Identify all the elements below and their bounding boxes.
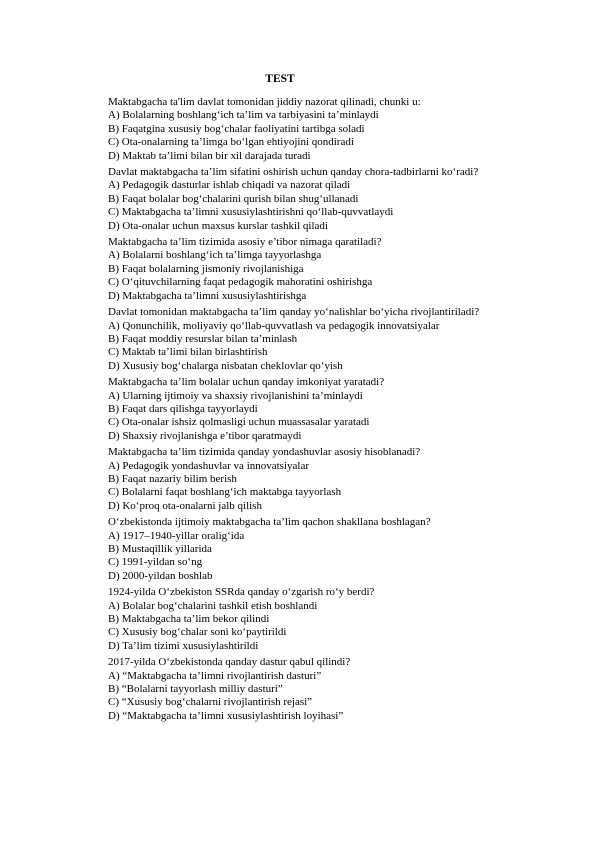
question-text: Davlat tomonidan maktabgacha ta’lim qanday yo‘nalishlar bo‘yicha rivojlantiriladi? [108, 306, 480, 319]
answer-option-d: D) Xususiy bog‘chalarga nisbatan cheklovlar qo‘yish [108, 359, 343, 372]
answer-option-b: B) Faqat dars qilishga tayyorlaydi [108, 402, 258, 415]
question-text: 2017-yilda O‘zbekistonda qanday dastur qabul qilindi? [108, 656, 351, 669]
answer-option-a: A) Bolalarni boshlang‘ich ta’limga tayyorlashga [108, 249, 322, 262]
answer-option-c: C) Ota-onalar ishsiz qolmasligi uchun muassasalar yaratadi [108, 416, 370, 429]
answer-option-b: B) Faqat bolalar bog‘chalarini qurish bilan shug‘ullanadi [108, 192, 359, 205]
answer-option-c: C) Bolalarni faqat boshlang‘ich maktabga tayyorlash [108, 486, 342, 499]
question-list [108, 96, 568, 726]
answer-option-d: D) Ko‘proq ota-onalarni jalb qilish [108, 499, 262, 512]
question-text: Maktabgacha ta’lim tizimida asosiy e’tibor nimaga qaratiladi? [108, 236, 382, 249]
answer-option-a: A) Bolalarning boshlang‘ich ta’lim va tarbiyasini ta’minlaydi [108, 109, 379, 122]
answer-option-c: C) Maktabgacha ta’limni xususiylashtirishni qo‘llab-quvvatlaydi [108, 206, 394, 219]
answer-option-a: A) Ularning ijtimoiy va shaxsiy rivojlanishini ta’minlaydi [108, 389, 363, 402]
question-text: 1924-yilda O‘zbekiston SSRda qanday o‘zgarish ro‘y berdi? [108, 586, 375, 599]
question-text: Maktabgacha ta’lim tizimida qanday yondashuvlar asosiy hisoblanadi? [108, 446, 421, 459]
question-block-8 [108, 586, 568, 653]
page-title: TEST [265, 73, 295, 85]
question-text: Maktabgacha ta'lim davlat tomonidan jiddiy nazorat qilinadi, chunki u: [108, 96, 421, 108]
answer-option-d: D) Maktabgacha ta’limni xususiylashtirishga [108, 289, 307, 302]
question-block-9 [108, 656, 568, 723]
answer-option-b: B) Faqat nazariy bilim berish [108, 472, 237, 485]
answer-option-b: B) Faqat bolalarning jismoniy rivojlanishiga [108, 262, 304, 275]
answer-option-c: C) O‘qituvchilarning faqat pedagogik mahoratini oshirishga [108, 276, 373, 289]
answer-option-a: A) Bolalar bog‘chalarini tashkil etish boshlandi [108, 599, 318, 612]
answer-option-b: B) Faqatgina xususiy bog‘chalar faoliyatini tartibga soladi [108, 122, 365, 135]
answer-option-b: B) Mustaqillik yillarida [108, 543, 212, 555]
answer-option-a: A) 1917–1940-yillar oralig‘ida [108, 529, 245, 542]
question-block-5 [108, 376, 568, 443]
answer-option-d: D) Ota-onalar uchun maxsus kurslar tashkil qiladi [108, 219, 328, 232]
question-text: Davlat maktabgacha ta’lim sifatini oshirish uchun qanday chora-tadbirlarni ko‘radi? [108, 166, 479, 179]
answer-option-d: D) 2000-yildan boshlab [108, 569, 213, 582]
answer-option-a: A) Pedagogik yondashuvlar va innovatsiyalar [108, 459, 310, 472]
answer-option-a: A) “Maktabgacha ta’limni rivojlantirish dasturi” [108, 669, 322, 682]
answer-option-c: C) Ota-onalarning ta’limga bo‘lgan ehtiyojini qondiradi [108, 136, 354, 149]
question-block-1 [108, 96, 568, 163]
answer-option-c: C) Xususiy bog‘chalar soni ko‘paytirildi [108, 626, 287, 639]
answer-option-b: B) “Bolalarni tayyorlash milliy dasturi” [108, 683, 283, 696]
answer-option-c: C) 1991-yildan so‘ng [108, 556, 203, 569]
answer-option-b: B) Maktabgacha ta’lim bekor qilindi [108, 613, 270, 626]
question-text: O‘zbekistonda ijtimoiy maktabgacha ta’lim qachon shakllana boshlagan? [108, 516, 431, 529]
question-block-7 [108, 516, 568, 583]
answer-option-d: D) Ta’lim tizimi xususiylashtirildi [108, 639, 259, 652]
answer-option-d: D) Shaxsiy rivojlanishga e’tibor qaratmaydi [108, 429, 302, 442]
answer-option-c: C) Maktab ta’limi bilan birlashtirish [108, 346, 268, 359]
answer-option-d: D) Maktab ta’limi bilan bir xil darajada turadi [108, 149, 311, 162]
answer-option-a: A) Qonunchilik, moliyaviy qo‘llab-quvvatlash va pedagogik innovatsiyalar [108, 319, 440, 332]
question-block-4 [108, 306, 568, 373]
answer-option-b: B) Faqat moddiy resurslar bilan ta’minlash [108, 332, 298, 345]
question-block-2 [108, 166, 568, 233]
question-text: Maktabgacha ta’lim bolalar uchun qanday imkoniyat yaratadi? [108, 376, 385, 389]
answer-option-c: C) “Xususiy bog‘chalarni rivojlantirish rejasi” [108, 696, 313, 709]
question-block-6 [108, 446, 568, 513]
question-block-3 [108, 236, 568, 303]
answer-option-a: A) Pedagogik dasturlar ishlab chiqadi va nazorat qiladi [108, 179, 351, 192]
answer-option-d: D) “Maktabgacha ta’limni xususiylashtirish loyihasi” [108, 709, 344, 722]
